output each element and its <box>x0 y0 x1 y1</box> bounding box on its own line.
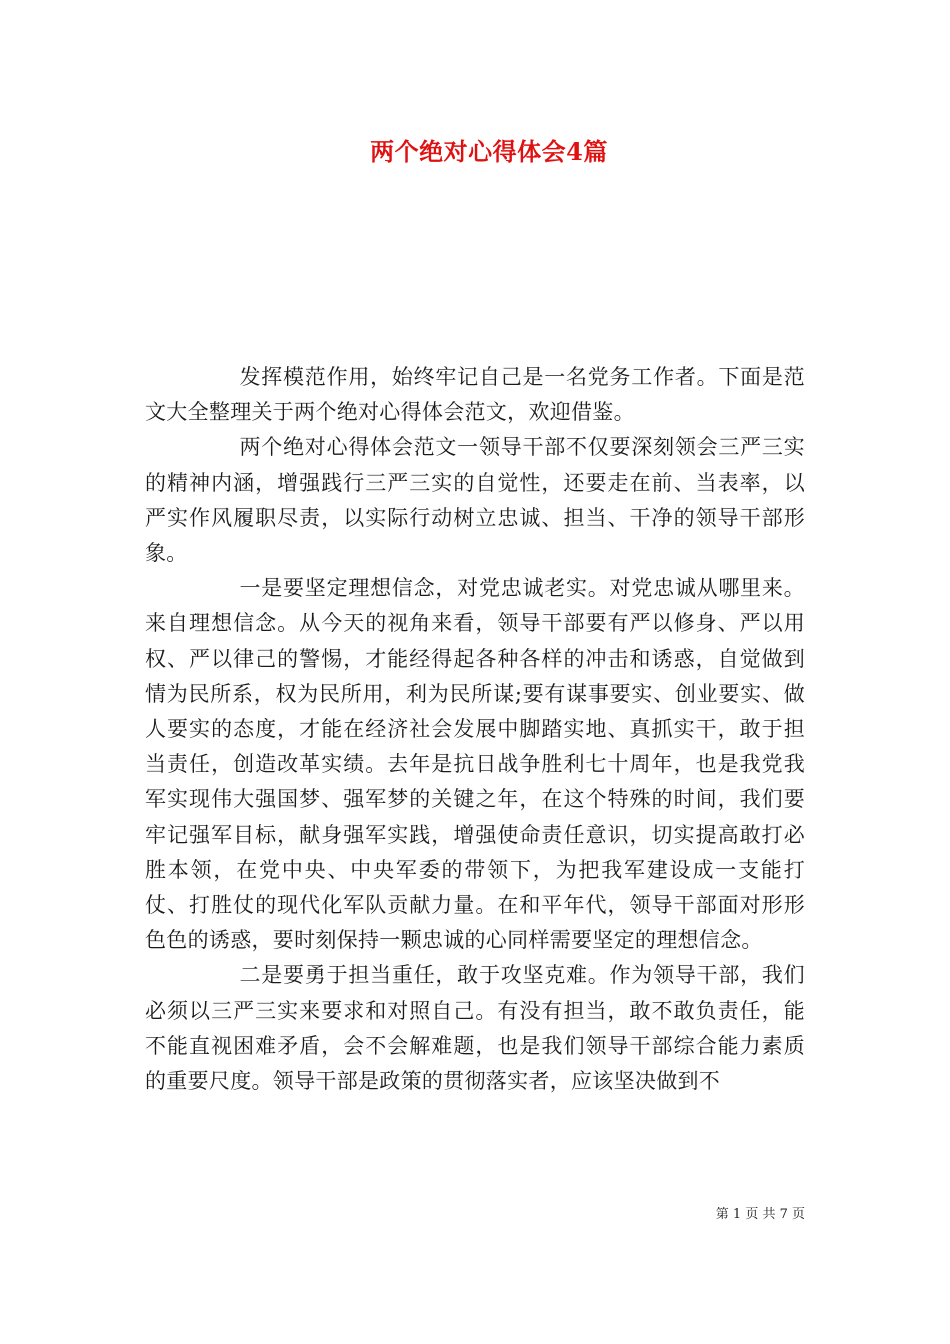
document-body <box>145 360 805 1099</box>
body-paragraph: 发挥模范作用，始终牢记自己是一名党务工作者。下面是范文大全整理关于两个绝对心得体会范文，欢迎借鉴。 <box>145 365 805 425</box>
document-title: 两个绝对心得体会4篇 <box>370 137 608 166</box>
body-paragraph: 一是要坚定理想信念，对党忠诚老实。对党忠诚从哪里来。来自理想信念。从今天的视角来看，领导干部要有严以修身、严以用权、严以律己的警惕，才能经得起各种各样的冲击和诱惑，自觉做到情为民所系，权为民所用，利为民所谋;要有谋事要实、创业要实、做人要实的态度，才能在经济社会发展中脚踏实地、真抓实干，敢于担当责任，创造改革实绩。去年是抗日战争胜利七十周年，也是我党我军实现伟大强国梦、强军梦的关键之年，在这个特殊的时间，我们要牢记强军目标，献身强军实践，增强使命责任意识，切实提高敢打必胜本领，在党中央、中央军委的带领下，为把我军建设成一支能打仗、打胜仗的现代化军队贡献力量。在和平年代，领导干部面对形形色色的诱惑，要时刻保持一颗忠诚的心同样需要坚定的理想信念。 <box>145 576 805 953</box>
page-number-footer: 第 1 页 共 7 页 <box>715 1207 805 1222</box>
body-paragraph: 二是要勇于担当重任，敢于攻坚克难。作为领导干部，我们必须以三严三实来要求和对照自己。有没有担当，敢不敢负责任，能不能直视困难矛盾，会不会解难题，也是我们领导干部综合能力素质的重要尺度。领导干部是政策的贯彻落实者，应该坚决做到不 <box>145 963 805 1094</box>
body-paragraph: 两个绝对心得体会范文一领导干部不仅要深刻领会三严三实的精神内涵，增强践行三严三实的自觉性，还要走在前、当表率，以严实作风履职尽责，以实际行动树立忠诚、担当、干净的领导干部形象。 <box>145 435 805 566</box>
